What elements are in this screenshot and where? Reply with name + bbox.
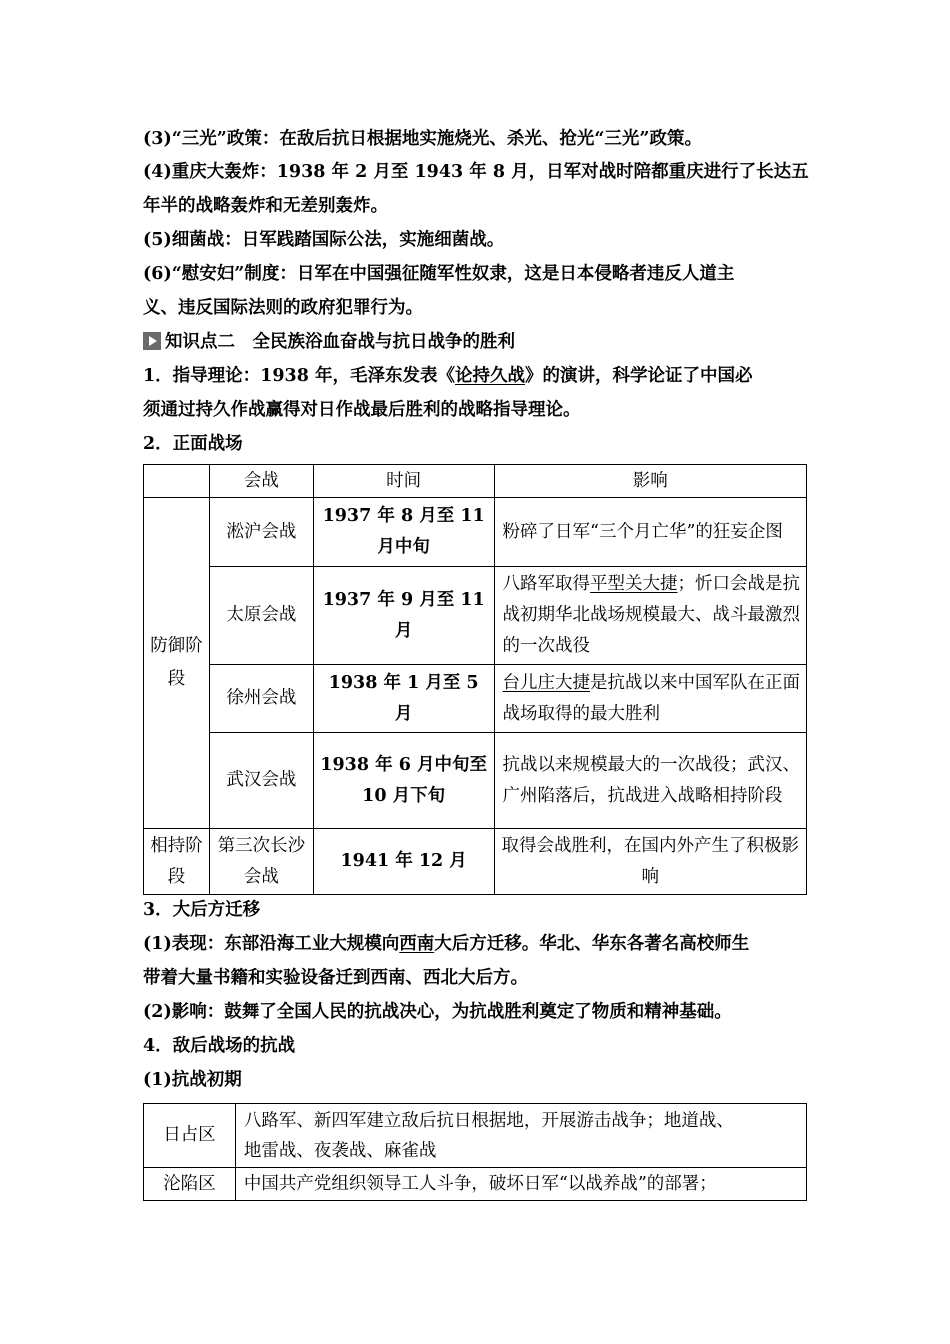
table-row	[144, 498, 807, 567]
rear-migration-p2: (2)影响：鼓舞了全国人民的抗战决心，为抗战胜利奠定了物质和精神基础。	[143, 1002, 732, 1022]
frontal-battlefield-heading: 2．正面战场	[143, 434, 243, 454]
item-three-alls: (3)“三光”政策：在敌后抗日根据地实施烧光、杀光、抢光“三光”政策。	[143, 129, 702, 149]
southwest-underline: 西南	[399, 934, 435, 954]
battle-name: 淞沪会战	[209, 498, 313, 567]
table-row	[144, 567, 807, 665]
battle-table	[143, 464, 807, 895]
enemy-rear-table	[143, 1103, 807, 1201]
stage-stalemate: 相持阶段	[144, 829, 210, 895]
item-chongqing-bombing-line2: 年半的战略轰炸和无差别轰炸。	[143, 196, 388, 216]
table-header-row	[144, 465, 807, 498]
battle-time: 1941 年 12 月	[313, 829, 494, 895]
rear-migration-p1-line2: 带着大量书籍和实验设备迁到西南、西北大后方。	[143, 968, 528, 988]
battle-name: 徐州会战	[209, 665, 313, 733]
battle-time: 1938 年 6 月中旬至 10 月下旬	[313, 733, 494, 829]
table-header-battle: 会战	[209, 465, 313, 498]
battle-effect: 粉碎了日军“三个月亡华”的狂妄企图	[494, 498, 806, 567]
battle-time: 1937 年 9 月至 11 月	[313, 567, 494, 665]
play-triangle-icon	[143, 332, 161, 350]
guiding-theory-line2: 须通过持久作战赢得对日作战最后胜利的战略指导理论。	[143, 400, 581, 420]
item-comfort-women-line2: 义、违反国际法则的政府犯罪行为。	[143, 298, 423, 318]
battle-time: 1937 年 8 月至 11 月中旬	[313, 498, 494, 567]
battle-effect: 取得会战胜利，在国内外产生了积极影响	[494, 829, 806, 895]
table-row	[144, 1104, 807, 1168]
battle-effect: 抗战以来规模最大的一次战役；武汉、广州陷落后，抗战进入战略相持阶段	[494, 733, 806, 829]
rear-migration-p1-line1: (1)表现：东部沿海工业大规模向西南大后方迁移。华北、华东各著名高校师生	[143, 934, 750, 954]
battle-effect: 八路军取得平型关大捷；忻口会战是抗战初期华北战场规模最大、战斗最激烈的一次战役	[494, 567, 806, 665]
guiding-theory-line1: 1．指导理论：1938 年，毛泽东发表《论持久战》的演讲，科学论证了中国必	[143, 366, 753, 386]
battle-name: 太原会战	[209, 567, 313, 665]
section-heading: 知识点二 全民族浴血奋战与抗日战争的胜利	[143, 330, 807, 354]
table-header-effect: 影响	[494, 465, 806, 498]
taierzhuang-victory: 台儿庄大捷	[502, 672, 591, 693]
area-content: 中国共产党组织领导工人斗争，破坏日军“以战养战”的部署；	[235, 1168, 806, 1201]
table-row	[144, 733, 807, 829]
pingxingguan-victory: 平型关大捷	[590, 574, 678, 594]
item-chongqing-bombing-line1: (4)重庆大轰炸：1938 年 2 月至 1943 年 8 月，日军对战时陪都重庆进行了长达五	[143, 162, 809, 182]
table-row	[144, 665, 807, 733]
item-comfort-women-line1: (6)“慰安妇”制度：日军在中国强征随军性奴隶，这是日本侵略者违反人道主	[143, 264, 735, 284]
table-header-time: 时间	[313, 465, 494, 498]
area-name: 沦陷区	[144, 1168, 236, 1201]
area-content: 八路军、新四军建立敌后抗日根据地，开展游击战争；地道战、 地雷战、夜袭战、麻雀战	[235, 1104, 806, 1168]
battle-name: 第三次长沙会战	[209, 829, 313, 895]
table-header-empty	[144, 465, 210, 498]
table-row	[144, 1168, 807, 1201]
battle-effect: 台儿庄大捷是抗战以来中国军队在正面战场取得的最大胜利	[494, 665, 806, 733]
battle-name: 武汉会战	[209, 733, 313, 829]
stage-defense: 防御阶段	[144, 498, 210, 829]
table-row	[144, 829, 807, 895]
on-protracted-war-link: 论持久战	[454, 366, 525, 386]
rear-migration-heading: 3．大后方迁移	[143, 900, 261, 920]
battle-time: 1938 年 1 月至 5 月	[313, 665, 494, 733]
early-war-subheading: (1)抗战初期	[143, 1070, 242, 1090]
item-germ-warfare: (5)细菌战：日军践踏国际公法，实施细菌战。	[143, 230, 505, 250]
enemy-rear-heading: 4．敌后战场的抗战	[143, 1036, 296, 1056]
area-name: 日占区	[144, 1104, 236, 1168]
